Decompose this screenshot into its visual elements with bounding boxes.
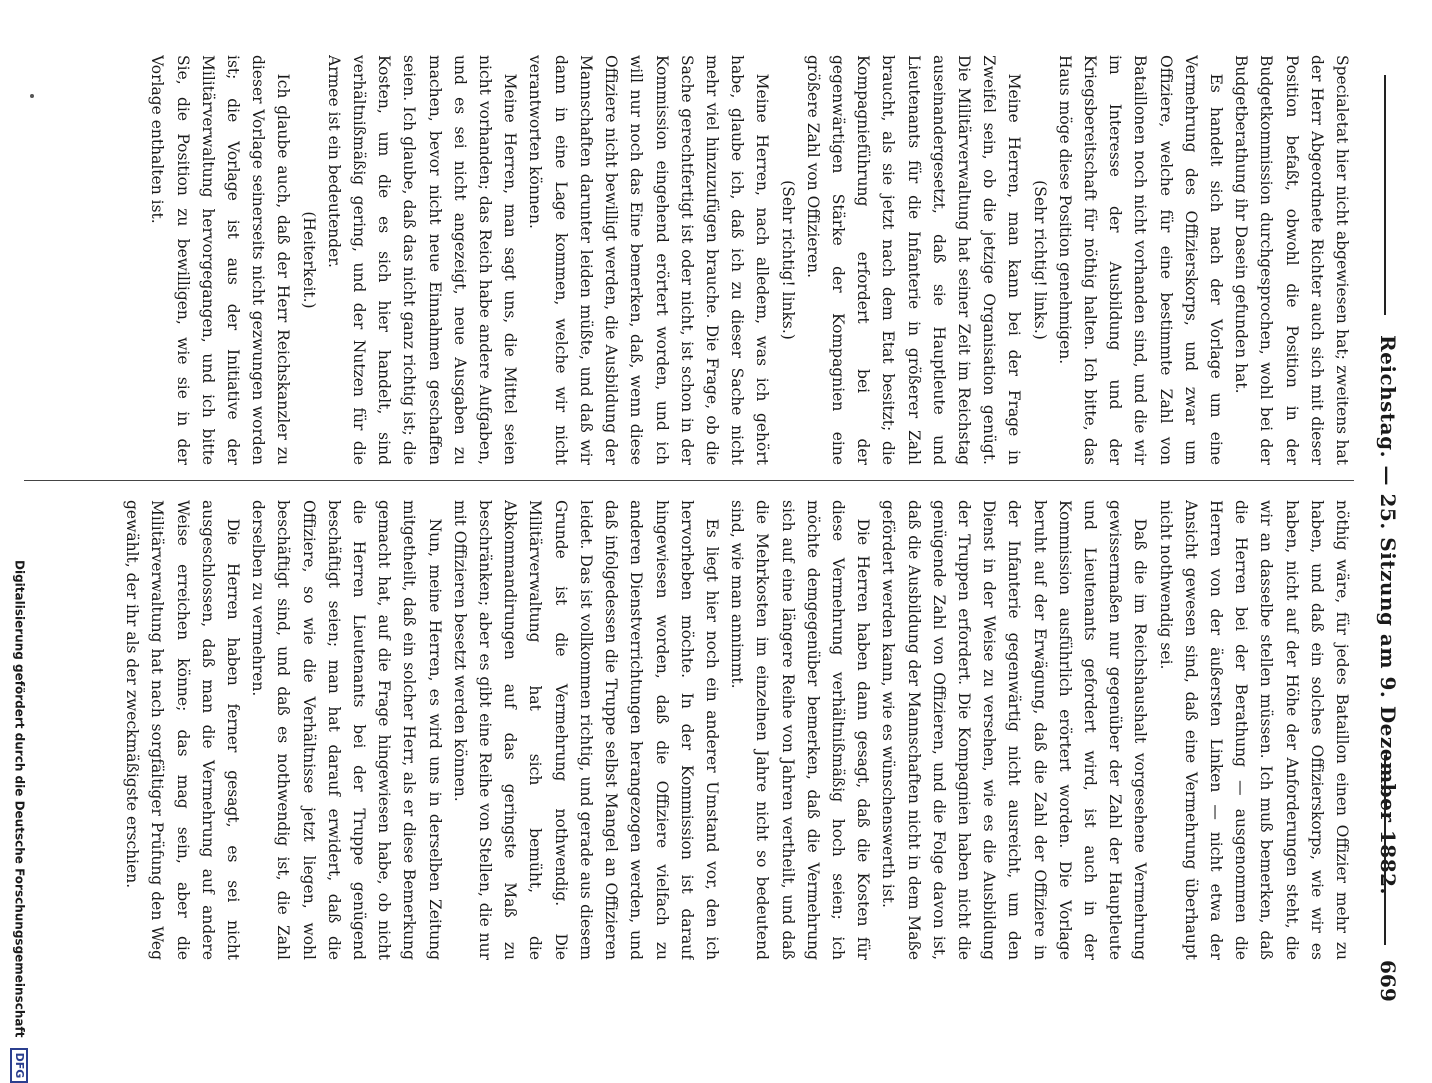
left-text-column bbox=[24, 55, 1354, 465]
paragraph: Es liegt hier noch ein anderer Umstand vor, den ich hervorheben möchte. In der Kommission ist darauf hingewiesen worden, daß die Offiziere vielfach zu anderen Dienstverrichtungen herangezogen werden, und daß infolgedessen die Truppe selbst Mangel an Offizieren leidet. Das ist vollkommen richtig, und gerade aus diesem Grunde ist die Vermehrung nothwendig. Die Militärverwaltung hat sich bemüht, die Abkommandirungen auf das geringste Maß zu beschränken; aber es gibt eine Reihe von Stellen, die nur mit Offizieren besetzt werden können. bbox=[450, 500, 721, 960]
paragraph: Specialetat hier nicht abgewiesen hat; zweitens hat der Herr Abgeordnete Richter auch sich mit dieser Position befaßt, obwohl die Position in der Budgetkommission durchgesprochen, wohl bei der Budgetberathung ihr Dasein gefunden hat. bbox=[1232, 55, 1351, 465]
paragraph: Meine Herren, man kann bei der Frage in Zweifel sein, ob die jetzige Organisation genügt. Die Militärverwaltung hat seiner Zeit im Reichstag auseinandergesetzt, daß sie Hauptleute und Lieutenants für die Infanterie in größerer Zahl braucht, als sie jetzt nach dem Etat besitzt; die Kompagnieführung erfordert bei der gegenwärtigen Stärke der Kompagnien eine größere Zahl von Offizieren. bbox=[803, 55, 1024, 465]
header-rule-right bbox=[1384, 755, 1386, 945]
interjection: (Sehr richtig! links.) bbox=[778, 180, 797, 340]
paragraph: Die Herren haben ferner gesagt, es sei nicht ausgeschlossen, daß man die Vermehrung auf andere Weise erreichen könne; das mag sein, aber die Militärverwaltung hat nach sorgfältiger Prüfung den Weg gewählt, der ihr als der zweckmäßigste erschien. bbox=[123, 500, 243, 960]
paragraph: Es handelt sich nach der Vorlage um eine Vermehrung des Offizierskorps, und zwar um Offiziere, welche für eine bestimmte Zahl von Bataillonen noch nicht vorhanden sind, und die wir im Interesse der Ausbildung und der Kriegsbereitschaft für nöthig halten. Ich bitte, das Haus möge diese Position genehmigen. bbox=[1055, 55, 1225, 465]
column-divider bbox=[24, 480, 1354, 481]
dfg-logo: DFG bbox=[10, 1048, 28, 1083]
page-number: 669 bbox=[1376, 960, 1400, 1002]
paragraph: Ich glaube auch, daß der Herr Reichskanzler zu dieser Vorlage seinerseits nicht gezwungen worden ist; die Vorlage ist aus der Initiative der Militärverwaltung hervorgegangen, und ich bitte Sie, die Position zu bewilligen, wie sie in der Vorlage enthalten ist. bbox=[148, 55, 293, 465]
paragraph: Meine Herren, man sagt uns, die Mittel seien nicht vorhanden; das Reich habe andere Aufgaben, und es sei nicht angezeigt, neue Ausgaben zu machen, bevor nicht neue Einnahmen geschaffen seien. Ich glaube, daß das nicht ganz richtig ist; die Kosten, um die es sich hier handelt, sind verhältnißmäßig gering, und der Nutzen für die Armee ist ein bedeutender. bbox=[324, 55, 520, 465]
paragraph: Meine Herren, nach alledem, was ich gehört habe, glaube ich, daß ich zu dieser Sache nicht mehr viel hinzuzufügen brauche. Die Frage, ob die Sache gerechtfertigt ist oder nicht, ist schon in der Kommission eingehend erörtert worden, und ich will nur noch das Eine bemerken, daß, wenn diese Offiziere nicht bewilligt werden, die Ausbildung der Mannschaften darunter leiden müßte, und daß wir dann in eine Lage kommen, welche wir nicht verantworten können. bbox=[526, 55, 772, 465]
paragraph: Daß die im Reichshaushalt vorgesehene Vermehrung gewissermaßen nur gegenüber der Zahl der Hauptleute und Lieutenants gefordert wird, ist auch in der Kommission ausführlich erörtert worden. Die Vorlage beruht auf der Erwägung, daß die Zahl der Offiziere in der Infanterie gegenwärtig nicht ausreicht, um den Dienst in der Weise zu versehen, wie es die Ausbildung der Truppen erfordert. Die Kompagnien haben nicht die genügende Zahl von Offizieren, und die Folge davon ist, daß die Ausbildung der Mannschaften nicht in dem Maße gefördert werden kann, wie es wünschenswerth ist. bbox=[879, 500, 1150, 960]
header-rule-left bbox=[1384, 75, 1386, 315]
page-header bbox=[1362, 55, 1402, 1002]
credit-text: Digitalisierung gefördert durch die Deutsche Forschungsgemeinschaft bbox=[12, 560, 27, 1038]
paragraph: Nun, meine Herren, es wird uns in derselben Zeitung mitgetheilt, daß ein solcher Herr, als er diese Bemerkung gemacht hat, auf die Frage hingewiesen habe, ob nicht die Herren Lieutenants bei der Truppe genügend beschäftigt seien; man hat darauf erwidert, daß die Offiziere, so wie die Verhältnisse jetzt liegen, wohl beschäftigt sind, und daß es nothwendig ist, die Zahl derselben zu vermehren. bbox=[249, 500, 444, 960]
paragraph: nöthig wäre, für jedes Bataillon einen Offizier mehr zu haben, und daß ein solches Offizierskorps, wie wir es haben, nicht auf der Höhe der Anforderungen steht, die wir an dasselbe stellen müssen. Ich muß bemerken, daß die Herren bei der Berathung — ausgenommen die Herren von der äußersten Linken — nicht etwa der Ansicht gewesen sind, daß eine Vermehrung überhaupt nicht nothwendig sei. bbox=[1156, 500, 1351, 960]
scan-speck bbox=[30, 94, 34, 98]
interjection: (Sehr richtig! links.) bbox=[1030, 180, 1049, 340]
interjection: (Heiterkeit.) bbox=[299, 211, 318, 309]
paragraph: Die Herren haben dann gesagt, daß die Kosten für diese Vermehrung verhältnißmäßig hoch seien; ich möchte demgegenüber bemerken, daß die Vermehrung sich auf eine längere Reihe von Jahren vertheilt, und daß die Mehrkosten im einzelnen Jahre nicht so bedeutend sind, wie man annimmt. bbox=[728, 500, 873, 960]
digitization-credit bbox=[4, 560, 28, 1079]
running-title: Reichstag. — 25. Sitzung am 9. Dezember 1882. bbox=[1376, 335, 1400, 895]
right-text-column bbox=[24, 500, 1354, 960]
